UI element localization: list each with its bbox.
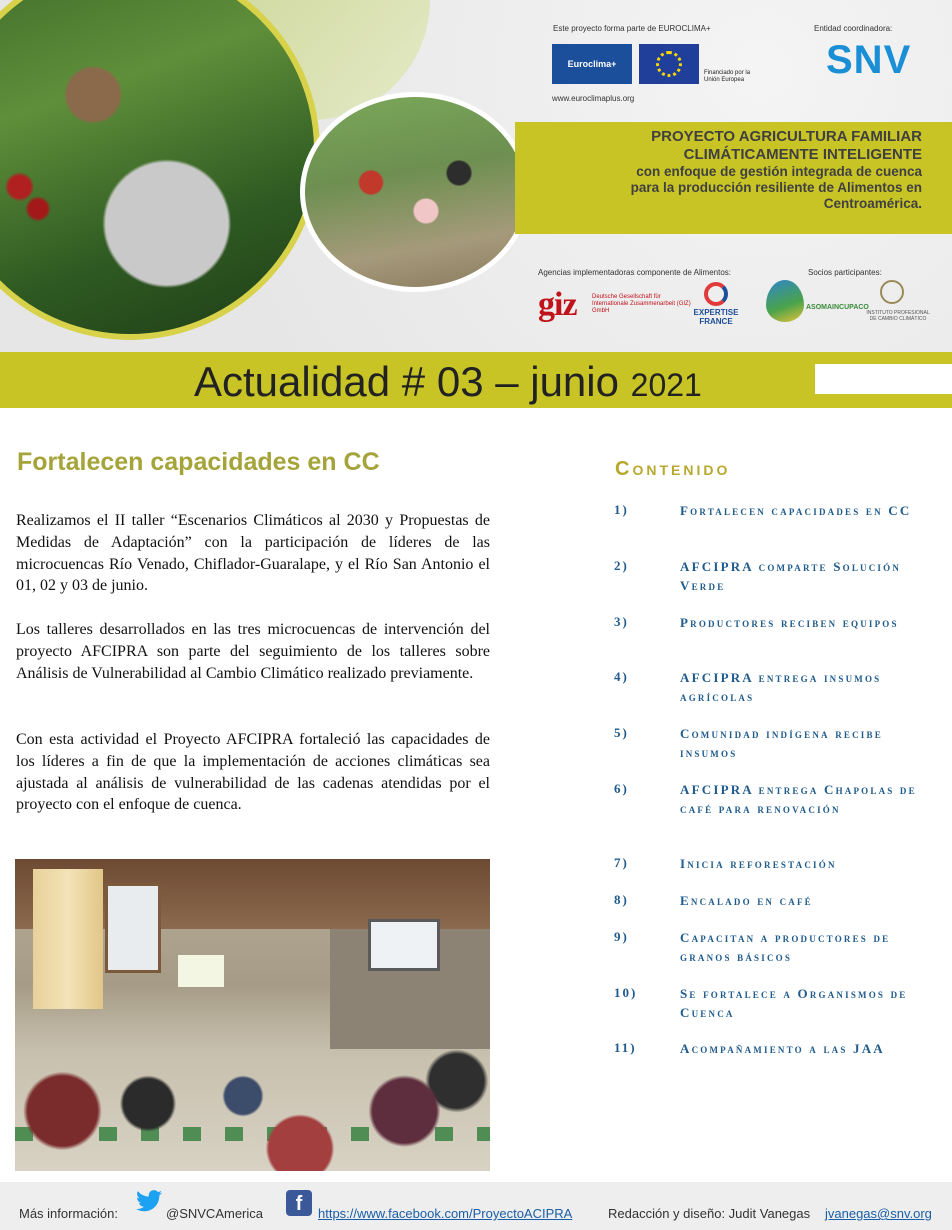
eu-stars-icon (656, 51, 682, 77)
toc-item-label[interactable]: Se fortalece a Organismos de Cuenca (680, 986, 908, 1020)
twitter-icon[interactable] (136, 1190, 162, 1212)
toc-item-label[interactable]: Encalado en café (680, 893, 813, 908)
article-title: Fortalecen capacidades en CC (17, 448, 380, 476)
toc-title: Contenido (615, 458, 731, 480)
toc-item-label[interactable]: Acompañamiento a las JAA (680, 1041, 885, 1056)
project-title-line2: CLIMÁTICAMENTE INTELIGENTE (683, 146, 922, 163)
article-paragraph: Realizamos el II taller “Escenarios Climáticos al 2030 y Propuestas de Medidas de Adaptación” con la participación de líderes de las microcuencas Río Venado, Chiflador-Guaralape, y el Río San Antonio el 01, 02 y 03 de junio. (16, 512, 490, 595)
project-subtitle-line2: para la producción resiliente de Alimentos en (630, 180, 922, 195)
toc-item-number: 2) (614, 558, 629, 573)
photo-window (105, 883, 161, 973)
credit-text: Redacción y diseño: Judit Vanegas (608, 1206, 811, 1221)
snv-logo: SNV (826, 38, 912, 82)
toc-item-label[interactable]: Inicia reforestación (680, 856, 837, 871)
photo-projection-screen (178, 955, 224, 987)
toc-item-number: 1) (614, 502, 629, 517)
email-link[interactable]: jvanegas@snv.org (825, 1206, 932, 1221)
photo-curtain (33, 869, 103, 1009)
more-info-label: Más información: (19, 1206, 118, 1221)
toc-item-label[interactable]: Productores reciben equipos (680, 615, 899, 630)
eu-flag-logo (639, 44, 699, 84)
facebook-link[interactable]: https://www.facebook.com/ProyectoACIPRA (318, 1206, 573, 1221)
expertise-france-text: EXPERTISE FRANCE (693, 308, 739, 326)
project-title (522, 128, 922, 212)
toc-item-label[interactable]: AFCIPRA entrega insumos agrícolas (680, 670, 882, 704)
toc-item-number: 6) (614, 781, 629, 796)
facebook-icon[interactable]: f (286, 1190, 312, 1216)
toc-item-number: 7) (614, 855, 629, 870)
issue-title (194, 358, 702, 406)
euroclima-logo (552, 44, 632, 84)
honduras-seal-icon (880, 280, 904, 304)
partners-label: Socios participantes: (808, 268, 882, 277)
giz-logo: giz (538, 286, 577, 323)
toc-item-number: 10) (614, 985, 638, 1000)
issue-title-main: Actualidad # 03 – junio (194, 358, 631, 405)
toc-item-number: 11) (614, 1040, 637, 1055)
expertise-france-logo (690, 282, 742, 326)
toc-item-number: 9) (614, 929, 629, 944)
toc-item-label[interactable]: Capacitan a productores de granos básicos (680, 930, 891, 964)
partner2-name: INSTITUTO PROFESIONAL DE CAMBIO CLIMÁTICO (866, 310, 930, 322)
toc-item-label[interactable]: AFCIPRA entrega Chapolas de café para renovación (680, 782, 917, 816)
eu-financed-text: Financiado por la Unión Europea (704, 70, 751, 83)
toc-item-label[interactable]: Fortalecen capacidades en CC (680, 503, 912, 518)
project-subtitle-line1: con enfoque de gestión integrada de cuenca (636, 164, 922, 179)
photo-participants (15, 1021, 490, 1171)
twitter-handle[interactable]: @SNVCAmerica (166, 1206, 263, 1221)
photo-window (368, 919, 440, 971)
expertise-france-icon (704, 282, 728, 306)
euroclima-note: Este proyecto forma parte de EUROCLIMA+ (553, 24, 711, 33)
article-paragraph: Con esta actividad el Proyecto AFCIPRA fortaleció las capacidades de los líderes a fin de que la implementación de acciones climáticas sea ajustada al análisis de vulnerabilidad de las cadenas atendidas por el proyecto con el enfoque de cuenca. (16, 731, 490, 814)
asomaincupaco-name: ASOMAINCUPACO (806, 304, 869, 311)
euroclima-url[interactable]: www.euroclimaplus.org (552, 94, 635, 103)
toc-item-number: 3) (614, 614, 629, 629)
article-paragraph: Los talleres desarrollados en las tres microcuencas de intervención del proyecto AFCIPRA son parte del seguimiento de los talleres sobre Análisis de Vulnerabilidad al Cambio Climático realizado previamente. (16, 621, 490, 682)
workshop-photo (15, 859, 490, 1171)
toc-item-number: 4) (614, 669, 629, 684)
title-band-strip (815, 364, 952, 394)
euroclima-logo-text: Euroclima+ (567, 59, 617, 69)
toc-item-number: 5) (614, 725, 629, 740)
toc-item-label[interactable]: AFCIPRA comparte Solución Verde (680, 559, 902, 593)
toc-item-number: 8) (614, 892, 629, 907)
giz-description: Deutsche Gesellschaft für Internationale Zusammenarbeit (GIZ) GmbH (592, 294, 691, 314)
toc-item-label[interactable]: Comunidad indígena recibe insumos (680, 726, 883, 760)
asomaincupaco-logo-icon (766, 280, 804, 322)
coordinator-label: Entidad coordinadora: (814, 24, 893, 33)
issue-year: 2021 (630, 367, 702, 403)
community-group-photo (300, 92, 530, 292)
project-subtitle-line3: Centroamérica. (823, 196, 922, 211)
project-title-line1: PROYECTO AGRICULTURA FAMILIAR (651, 128, 922, 145)
agencies-label: Agencias implementadoras componente de Alimentos: (538, 268, 731, 277)
